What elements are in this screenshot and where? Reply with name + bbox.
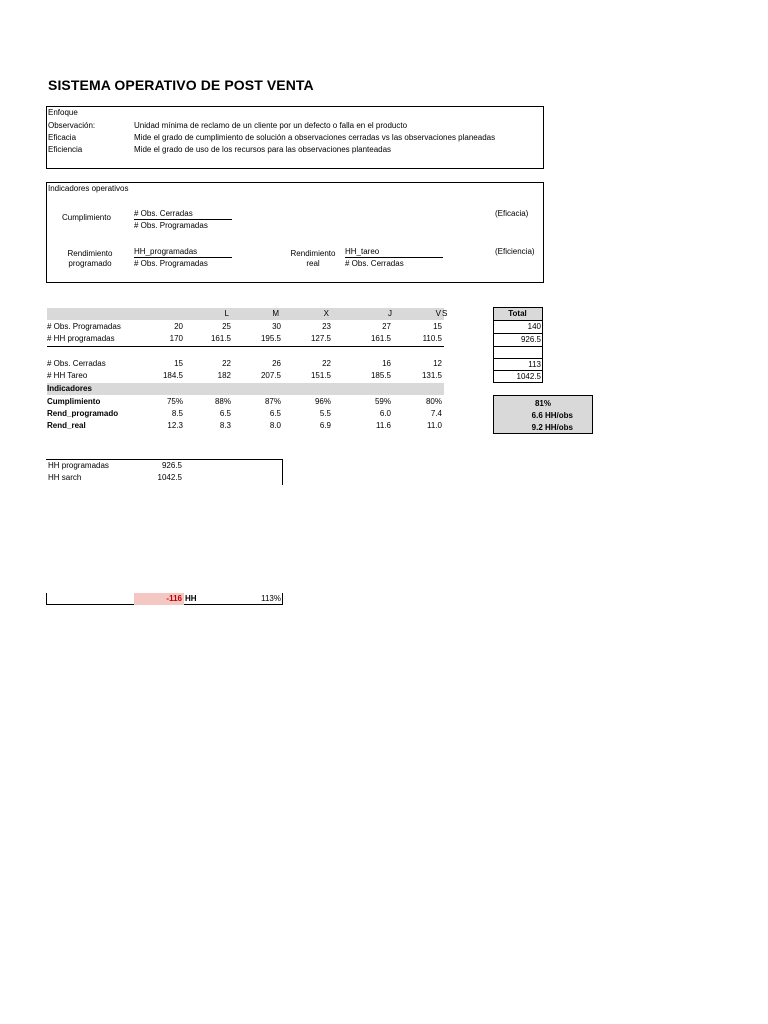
formula-rend-programado-numerator: HH_programadas [134, 247, 198, 256]
summary-right-border-top [282, 459, 283, 485]
cell-value: 131.5 [421, 371, 442, 380]
cell-value: 195.5 [260, 334, 281, 343]
cell-value: 6.0 [379, 409, 391, 418]
enfoque-label-observacion: Observación: [48, 121, 96, 130]
formula-rend-real-label-1: Rendimiento [290, 249, 336, 258]
total-obs-cerradas: 113 [528, 360, 541, 369]
cell-value: 88% [214, 397, 231, 406]
data-table [47, 308, 448, 434]
enfoque-text-observacion: Unidad mínima de reclamo de un cliente por un defecto o falla en el producto [134, 121, 408, 130]
cell-value: 7.4 [430, 409, 442, 418]
cell-value: 11.0 [427, 421, 442, 430]
cell-value: 207.5 [260, 371, 281, 380]
cell-value: 6.5 [219, 409, 231, 418]
page-title: SISTEMA OPERATIVO DE POST VENTA [48, 77, 314, 93]
cell-value: 161.5 [370, 334, 391, 343]
enfoque-label-eficacia: Eficacia [48, 133, 77, 142]
total-cumplimiento: 81% [534, 399, 551, 408]
table-row [47, 370, 444, 382]
cell-value: 27 [382, 322, 391, 331]
cell-value: 5.5 [319, 409, 331, 418]
day-header: X [323, 309, 329, 318]
cell-value: 96% [314, 397, 331, 406]
cell-value: 127.5 [310, 334, 331, 343]
summary-hh-sarch-label: HH sarch [48, 473, 82, 482]
cell-value: 12.3 [167, 421, 183, 430]
cell-value: 59% [374, 397, 391, 406]
cell-value: 22 [222, 359, 231, 368]
cell-value: 6.5 [269, 409, 281, 418]
cell-value: 22 [322, 359, 331, 368]
row-label: Rend_programado [47, 409, 119, 418]
indicadores-heading: Indicadores [47, 384, 92, 393]
total-hh-tareo: 1042.5 [516, 372, 541, 381]
total-separator [494, 346, 542, 347]
cell-value: 30 [272, 322, 281, 331]
enfoque-heading: Enfoque [48, 108, 78, 117]
day-header: M [272, 309, 279, 318]
table-separator [47, 346, 444, 347]
cell-value: 87% [264, 397, 281, 406]
cell-value: 15 [433, 322, 442, 331]
summary-hh-programadas-label: HH programadas [48, 461, 109, 470]
cell-value: 6.9 [319, 421, 331, 430]
cell-value: 12 [433, 359, 442, 368]
formula-rend-programado-denominator: # Obs. Programadas [134, 259, 208, 268]
enfoque-label-eficiencia: Eficiencia [48, 145, 83, 154]
cell-value: 23 [322, 322, 331, 331]
table-row [47, 321, 444, 333]
total-rend-programado: 6.6 HH/obs [531, 411, 573, 420]
formula-rend-real-denominator: # Obs. Cerradas [345, 259, 404, 268]
enfoque-text-eficiencia: Mide el grado de uso de los recursos para las observaciones planteadas [134, 145, 392, 154]
summary-top-border [46, 459, 283, 460]
day-header: L [224, 309, 229, 318]
formula-rend-programado-fraction-line [134, 257, 232, 258]
formula-rend-real-label-2: real [306, 259, 320, 268]
formula-cumplimiento-label: Cumplimiento [62, 213, 111, 222]
table-row [47, 358, 444, 370]
total-hh-programadas: 926.5 [520, 335, 541, 344]
formula-cumplimiento-numerator: # Obs. Cerradas [134, 209, 193, 218]
cell-value: 15 [174, 359, 183, 368]
formula-cumplimiento-tag: (Eficacia) [495, 209, 529, 218]
row-label: Rend_real [47, 421, 86, 430]
cell-value: 182 [217, 371, 231, 380]
cell-value: 110.5 [422, 334, 442, 343]
cell-value: 80% [425, 397, 442, 406]
table-row [47, 396, 444, 408]
indicadores-heading-row [47, 383, 444, 395]
formula-cumplimiento-denominator: # Obs. Programadas [134, 221, 208, 230]
formula-rend-programado-label-2: programado [68, 259, 112, 268]
formula-rend-real-fraction-line [345, 257, 443, 258]
enfoque-text-eficacia: Mide el grado de cumplimiento de solución a observaciones cerradas vs las observaciones planeadas [134, 133, 496, 142]
cell-value: 161.5 [210, 334, 231, 343]
cell-value: 185.5 [370, 371, 391, 380]
day-header: S [442, 309, 448, 318]
day-header: J [388, 309, 392, 318]
formula-rend-real-numerator: HH_tareo [345, 247, 380, 256]
row-label: Cumplimiento [47, 397, 101, 406]
row-label: # Obs. Programadas [47, 322, 121, 331]
formula-cumplimiento-fraction-line [134, 219, 232, 220]
summary-diff-value: -116 [166, 594, 182, 603]
cell-value: 8.0 [269, 421, 281, 430]
summary-hh-programadas-value: 926.5 [161, 461, 182, 470]
cell-value: 8.5 [171, 409, 183, 418]
summary-percent: 113% [261, 594, 281, 603]
summary-hh-sarch-value: 1042.5 [157, 473, 182, 482]
total-rend-real: 9.2 HH/obs [531, 423, 573, 432]
table-row [47, 420, 444, 432]
indicadores-operativos-heading: Indicadores operativos [48, 184, 129, 193]
table-row [47, 333, 444, 345]
cell-value: 8.3 [219, 421, 231, 430]
cell-value: 170 [169, 334, 183, 343]
table-row [47, 408, 444, 420]
cell-value: 11.6 [376, 421, 391, 430]
cell-value: 16 [382, 359, 391, 368]
row-label: # HH programadas [47, 334, 115, 343]
row-label: # Obs. Cerradas [47, 359, 106, 368]
summary-diff-unit: HH [185, 594, 197, 603]
cell-value: 184.5 [162, 371, 183, 380]
cell-value: 20 [174, 322, 183, 331]
formula-rend-programado-label-1: Rendimiento [67, 249, 113, 258]
table-header-row [47, 308, 448, 320]
total-box [493, 307, 543, 383]
cell-value: 26 [272, 359, 281, 368]
cell-value: 75% [166, 397, 183, 406]
total-obs-programadas: 140 [527, 322, 541, 331]
total-header: Total [494, 308, 542, 320]
formula-rend-real-tag: (Eficiencia) [495, 247, 535, 256]
cell-value: 25 [222, 322, 231, 331]
cell-value: 151.5 [310, 371, 331, 380]
day-header: V [435, 309, 441, 318]
row-label: # HH Tareo [47, 371, 88, 380]
